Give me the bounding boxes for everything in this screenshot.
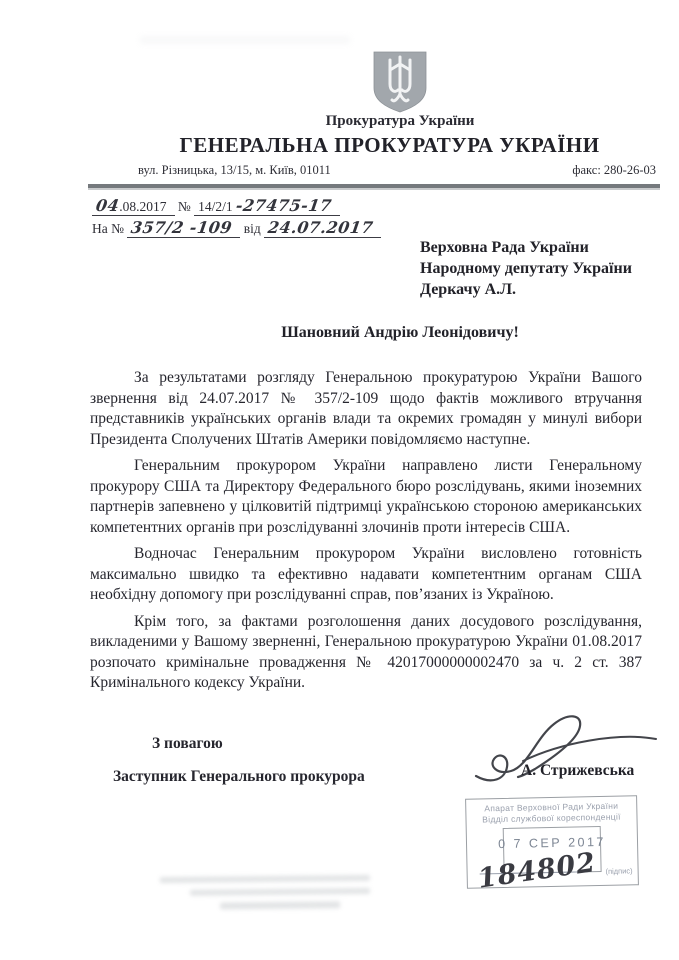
org-subtitle: Прокуратура України bbox=[325, 113, 475, 129]
stamp-date: 0 7 СЕР 2017 bbox=[497, 834, 607, 852]
paragraph: Генеральним прокурором України направлено листи Генеральному прокурору США та Директору Федерального бюро розслідувань, якими іноземних партнерів запевнено у цілковитій підтримці українською стороною американських компетентних органів при розслідуванні злочинів проти інтересів США. bbox=[90, 457, 642, 536]
paragraph: Крім того, за фактами розголошення даних досудового розслідування, викладеними у Вашому зверненні, Генеральною прокуратурою України 01.08.2017 розпочато кримінальне провадження № 42017000000002470 за ч. 2 ст. 387 Кримінального кодексу України. bbox=[90, 612, 642, 691]
letterhead-divider bbox=[88, 184, 660, 190]
scan-smudge-artifact bbox=[140, 36, 350, 44]
stamp-signature-label: (підпис) bbox=[605, 866, 633, 876]
ukraine-trident-emblem bbox=[369, 50, 431, 114]
recipient-org: Верховна Рада України bbox=[420, 239, 589, 256]
outgoing-number-printed: 14/2/1 bbox=[198, 199, 233, 214]
stamp-number-handwritten: 184802 bbox=[475, 847, 598, 895]
paragraph: За результатами розгляду Генеральною прокуратурою України Вашого звернення від 24.07.2017 № 357/2-109 щодо фактів можливого втручання представників українських органів влади та окремих громадян у минулі вибори Президента Сполучених Штатів Америки повідомляємо наступне. bbox=[90, 369, 642, 448]
outgoing-date-field bbox=[92, 196, 175, 216]
outgoing-number-handwritten: -27475-17 bbox=[234, 196, 334, 215]
reply-date-handwritten: 24.07.2017 bbox=[266, 218, 375, 237]
reply-number-handwritten: 357/2 -109 bbox=[130, 218, 234, 237]
org-title: ГЕНЕРАЛЬНА ПРОКУРАТУРА УКРАЇНИ bbox=[179, 133, 600, 157]
outgoing-reference-line bbox=[92, 196, 381, 216]
reply-label: На № bbox=[92, 221, 124, 236]
stamp-org-line: Апарат Верховної Ради України bbox=[484, 800, 619, 814]
outgoing-date-handwritten: 04 bbox=[94, 196, 121, 215]
incoming-reference-line bbox=[92, 218, 381, 238]
outgoing-date-printed: .08.2017 bbox=[119, 199, 167, 214]
outgoing-number-field bbox=[194, 196, 340, 216]
closing-phrase: З повагою bbox=[152, 735, 223, 752]
recipient-name: Деркачу А.Л. bbox=[420, 281, 517, 298]
bleed-through-artifact bbox=[150, 875, 380, 910]
reference-block bbox=[92, 196, 381, 240]
reply-of-label: від bbox=[243, 221, 261, 236]
salutation: Шановний Андрію Леонідовичу! bbox=[281, 324, 519, 341]
org-fax: факс: 280-26-03 bbox=[572, 163, 656, 177]
reply-date-field bbox=[264, 218, 381, 238]
incoming-registration-stamp bbox=[465, 795, 639, 895]
stamp-dept-line: Відділ службової кореспонденції bbox=[482, 811, 621, 824]
reply-number-field bbox=[127, 218, 240, 238]
signer-name: А. Стрижевська bbox=[521, 762, 635, 779]
signer-title: Заступник Генерального прокурора bbox=[113, 768, 365, 785]
handwritten-signature bbox=[468, 712, 663, 794]
letterhead-address-row bbox=[90, 163, 656, 178]
number-label: № bbox=[177, 199, 191, 214]
recipient-role: Народному депутату України bbox=[420, 260, 632, 277]
paragraph: Водночас Генеральним прокурором України висловлено готовність максимально швидко та ефективно надавати компетентним органам США необхідну допомогу при розслідуванні справ, пов’язаних із Україною. bbox=[90, 545, 642, 603]
recipient-block bbox=[420, 237, 632, 300]
org-address: вул. Різницька, 13/15, м. Київ, 01011 bbox=[138, 163, 331, 177]
letter-body bbox=[90, 368, 642, 700]
